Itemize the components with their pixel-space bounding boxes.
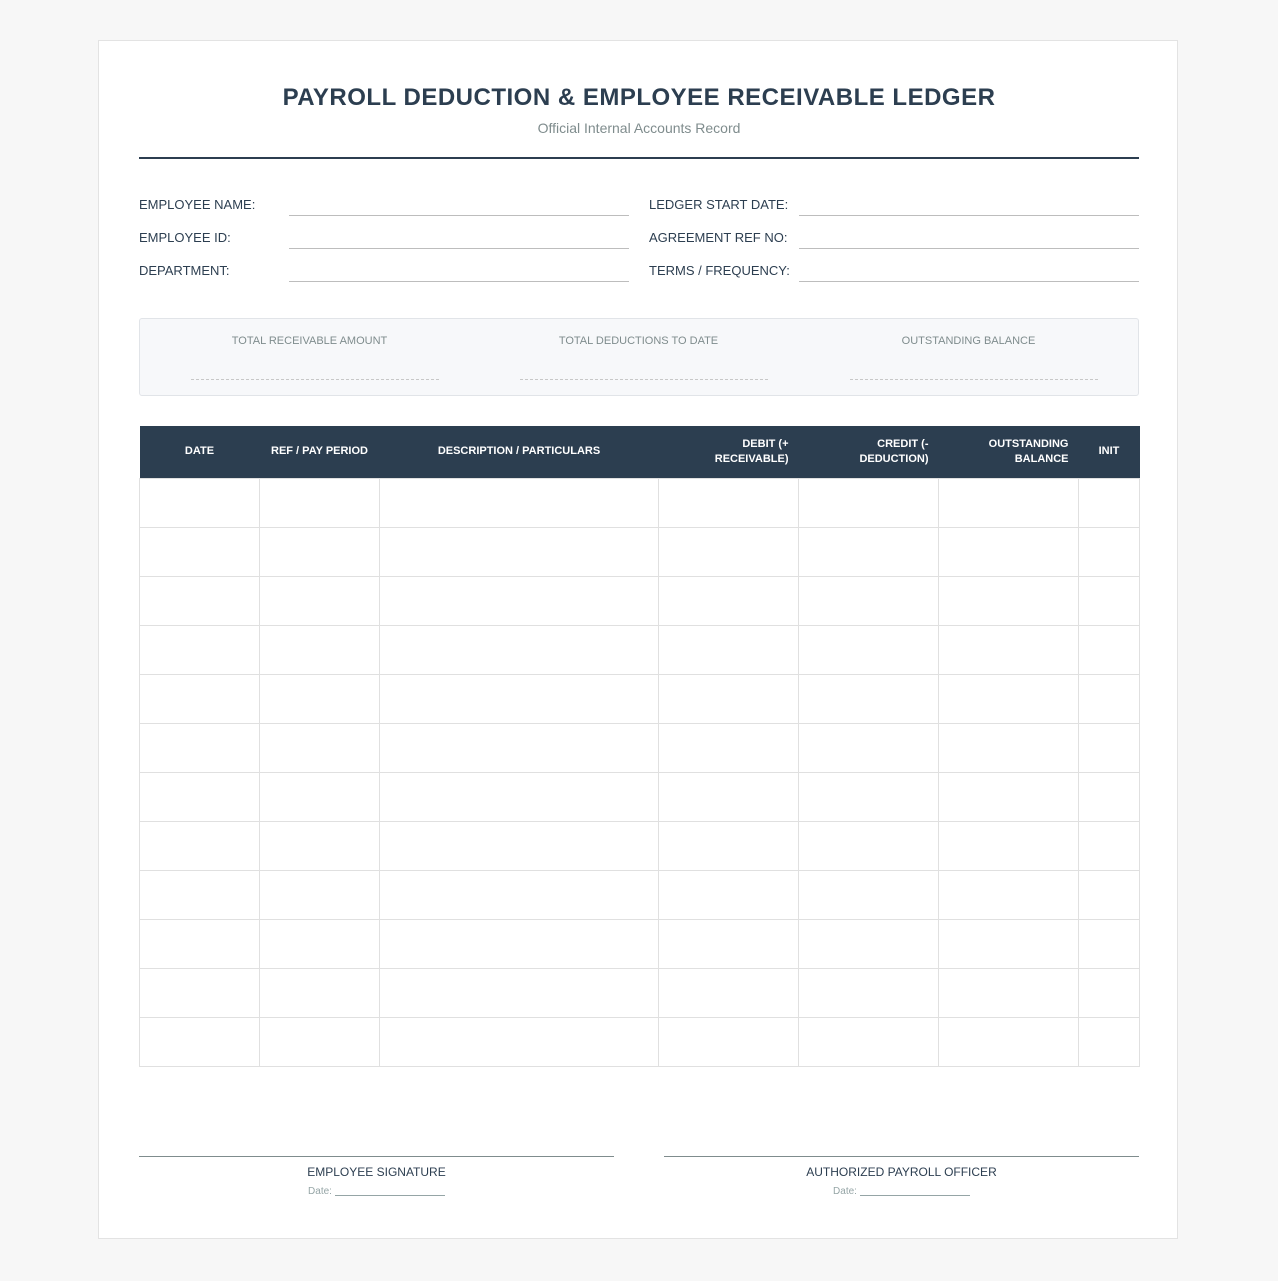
table-cell[interactable] xyxy=(799,821,939,870)
column-header-label: DATE xyxy=(184,445,215,458)
column-header-label: BALANCE xyxy=(1014,452,1069,465)
table-cell[interactable] xyxy=(380,870,659,919)
table-cell[interactable] xyxy=(659,772,799,821)
employee-id-input-line[interactable] xyxy=(289,248,629,249)
employee-id-field xyxy=(139,225,629,249)
table-cell[interactable] xyxy=(659,674,799,723)
summary-total-deductions xyxy=(474,319,803,395)
table-cell[interactable] xyxy=(260,625,380,674)
column-header-credit xyxy=(799,426,939,478)
table-cell[interactable] xyxy=(659,576,799,625)
table-cell[interactable] xyxy=(140,919,260,968)
table-cell[interactable] xyxy=(140,870,260,919)
table-cell[interactable] xyxy=(939,625,1079,674)
ledger-start-date-input-line[interactable] xyxy=(799,215,1139,216)
employee-signature-label: EMPLOYEE SIGNATURE xyxy=(307,1165,446,1179)
table-cell[interactable] xyxy=(140,968,260,1017)
title-divider xyxy=(139,157,1139,159)
payroll-officer-signature-block xyxy=(664,1156,1139,1216)
table-cell[interactable] xyxy=(799,576,939,625)
column-header-label: OUTSTANDING xyxy=(988,437,1069,450)
department-field xyxy=(139,258,629,282)
document-subtitle: Official Internal Accounts Record xyxy=(537,120,741,136)
table-cell[interactable] xyxy=(1079,674,1140,723)
outstanding-balance-label: OUTSTANDING BALANCE xyxy=(901,335,1036,347)
table-cell[interactable] xyxy=(260,723,380,772)
agreement-ref-field xyxy=(649,225,1139,249)
payroll-officer-signature-date xyxy=(664,1186,1139,1197)
table-cell[interactable] xyxy=(380,1017,659,1066)
table-cell[interactable] xyxy=(939,772,1079,821)
column-header-init xyxy=(1079,426,1140,478)
table-row xyxy=(140,1017,1140,1066)
table-cell[interactable] xyxy=(140,1017,260,1066)
table-cell[interactable] xyxy=(380,968,659,1017)
column-header-outstanding-balance xyxy=(939,426,1079,478)
table-cell[interactable] xyxy=(939,723,1079,772)
table-cell[interactable] xyxy=(799,625,939,674)
table-cell[interactable] xyxy=(260,527,380,576)
ledger-form-page xyxy=(98,40,1178,1239)
table-cell[interactable] xyxy=(140,674,260,723)
table-cell[interactable] xyxy=(659,723,799,772)
ledger-body xyxy=(140,478,1140,1066)
column-header-ref-pay-period xyxy=(260,426,380,478)
total-deductions-label: TOTAL DEDUCTIONS TO DATE xyxy=(558,335,719,347)
employee-signature-date-label: Date: xyxy=(308,1186,332,1197)
table-cell[interactable] xyxy=(799,527,939,576)
table-cell[interactable] xyxy=(939,1017,1079,1066)
column-header-label: REF / PAY PERIOD xyxy=(271,445,368,458)
payroll-officer-signature-date-label: Date: xyxy=(833,1186,857,1197)
table-cell[interactable] xyxy=(140,625,260,674)
table-cell[interactable] xyxy=(140,527,260,576)
payroll-officer-signature-label: AUTHORIZED PAYROLL OFFICER xyxy=(806,1165,997,1179)
table-cell[interactable] xyxy=(380,576,659,625)
table-cell[interactable] xyxy=(1079,772,1140,821)
table-cell[interactable] xyxy=(939,870,1079,919)
table-row xyxy=(140,870,1140,919)
table-cell[interactable] xyxy=(659,527,799,576)
table-row xyxy=(140,821,1140,870)
table-cell[interactable] xyxy=(799,1017,939,1066)
payroll-officer-signature-date-line[interactable] xyxy=(860,1195,970,1196)
employee-id-label: EMPLOYEE ID: xyxy=(139,230,231,245)
ledger-table xyxy=(139,426,1140,1067)
table-cell[interactable] xyxy=(659,821,799,870)
column-header-label: CREDIT (- xyxy=(877,437,929,450)
table-cell[interactable] xyxy=(659,478,799,527)
table-cell[interactable] xyxy=(659,919,799,968)
table-cell[interactable] xyxy=(260,821,380,870)
ledger-header-row xyxy=(140,426,1140,478)
table-cell[interactable] xyxy=(260,576,380,625)
table-cell[interactable] xyxy=(799,723,939,772)
table-cell[interactable] xyxy=(799,919,939,968)
total-receivable-label: TOTAL RECEIVABLE AMOUNT xyxy=(231,335,388,347)
column-header-label: DESCRIPTION / PARTICULARS xyxy=(437,445,601,458)
table-cell[interactable] xyxy=(1079,723,1140,772)
table-cell[interactable] xyxy=(659,625,799,674)
table-row xyxy=(140,919,1140,968)
column-header-label: RECEIVABLE) xyxy=(714,452,789,465)
column-header-label: DEBIT (+ xyxy=(742,437,789,450)
table-cell[interactable] xyxy=(380,674,659,723)
ledger-start-date-label: LEDGER START DATE: xyxy=(649,197,789,212)
table-cell[interactable] xyxy=(799,478,939,527)
table-row xyxy=(140,576,1140,625)
table-cell[interactable] xyxy=(939,674,1079,723)
table-cell[interactable] xyxy=(799,870,939,919)
table-cell[interactable] xyxy=(1079,625,1140,674)
terms-frequency-input-line[interactable] xyxy=(799,281,1139,282)
outstanding-balance-input-line[interactable] xyxy=(850,379,1098,380)
summary-total-receivable xyxy=(145,319,474,395)
total-deductions-input-line[interactable] xyxy=(520,379,768,380)
department-input-line[interactable] xyxy=(289,281,629,282)
table-cell[interactable] xyxy=(1079,870,1140,919)
table-cell[interactable] xyxy=(260,919,380,968)
table-cell[interactable] xyxy=(1079,1017,1140,1066)
table-cell[interactable] xyxy=(260,1017,380,1066)
table-cell[interactable] xyxy=(380,919,659,968)
table-cell[interactable] xyxy=(140,772,260,821)
table-cell[interactable] xyxy=(659,1017,799,1066)
table-cell[interactable] xyxy=(659,870,799,919)
table-cell[interactable] xyxy=(140,478,260,527)
table-cell[interactable] xyxy=(140,576,260,625)
table-cell[interactable] xyxy=(1079,821,1140,870)
terms-frequency-label: TERMS / FREQUENCY: xyxy=(649,263,790,278)
table-cell[interactable] xyxy=(939,478,1079,527)
table-cell[interactable] xyxy=(380,723,659,772)
ledger-header xyxy=(140,426,1140,478)
employee-name-field xyxy=(139,192,629,216)
table-cell[interactable] xyxy=(799,674,939,723)
table-row xyxy=(140,723,1140,772)
column-header-label: DEDUCTION) xyxy=(859,452,929,465)
table-row xyxy=(140,625,1140,674)
table-cell[interactable] xyxy=(1079,919,1140,968)
agreement-ref-input-line[interactable] xyxy=(799,248,1139,249)
employee-signature-block xyxy=(139,1156,614,1216)
table-cell[interactable] xyxy=(380,772,659,821)
payroll-officer-signature-line[interactable] xyxy=(664,1156,1139,1157)
table-cell[interactable] xyxy=(939,527,1079,576)
table-row xyxy=(140,478,1140,527)
table-cell[interactable] xyxy=(260,674,380,723)
agreement-ref-label: AGREEMENT REF NO: xyxy=(649,230,788,245)
summary-box xyxy=(139,318,1139,396)
table-row xyxy=(140,772,1140,821)
table-cell[interactable] xyxy=(939,919,1079,968)
total-receivable-input-line[interactable] xyxy=(191,379,439,380)
table-row xyxy=(140,968,1140,1017)
table-cell[interactable] xyxy=(939,576,1079,625)
table-cell[interactable] xyxy=(260,870,380,919)
table-cell[interactable] xyxy=(260,772,380,821)
summary-outstanding-balance xyxy=(804,319,1133,395)
employee-name-label: EMPLOYEE NAME: xyxy=(139,197,256,212)
terms-frequency-field xyxy=(649,258,1139,282)
table-row xyxy=(140,527,1140,576)
column-header-description xyxy=(380,426,659,478)
table-cell[interactable] xyxy=(260,968,380,1017)
ledger-start-date-field xyxy=(649,192,1139,216)
table-cell[interactable] xyxy=(1079,527,1140,576)
employee-signature-date-line[interactable] xyxy=(335,1195,445,1196)
table-cell[interactable] xyxy=(1079,478,1140,527)
table-row xyxy=(140,674,1140,723)
table-cell[interactable] xyxy=(799,968,939,1017)
employee-name-input-line[interactable] xyxy=(289,215,629,216)
column-header-date xyxy=(140,426,260,478)
table-cell[interactable] xyxy=(380,821,659,870)
table-cell[interactable] xyxy=(140,723,260,772)
document-title: PAYROLL DEDUCTION & EMPLOYEE RECEIVABLE LEDGER xyxy=(282,84,996,111)
employee-signature-date xyxy=(139,1186,614,1197)
column-header-label: INIT xyxy=(1098,445,1120,458)
table-cell[interactable] xyxy=(939,821,1079,870)
table-cell[interactable] xyxy=(140,821,260,870)
column-header-debit xyxy=(659,426,799,478)
table-cell[interactable] xyxy=(380,527,659,576)
table-cell[interactable] xyxy=(260,478,380,527)
table-cell[interactable] xyxy=(1079,968,1140,1017)
table-cell[interactable] xyxy=(380,625,659,674)
table-cell[interactable] xyxy=(939,968,1079,1017)
table-cell[interactable] xyxy=(380,478,659,527)
employee-signature-line[interactable] xyxy=(139,1156,614,1157)
department-label: DEPARTMENT: xyxy=(139,263,230,278)
table-cell[interactable] xyxy=(659,968,799,1017)
table-cell[interactable] xyxy=(1079,576,1140,625)
table-cell[interactable] xyxy=(799,772,939,821)
